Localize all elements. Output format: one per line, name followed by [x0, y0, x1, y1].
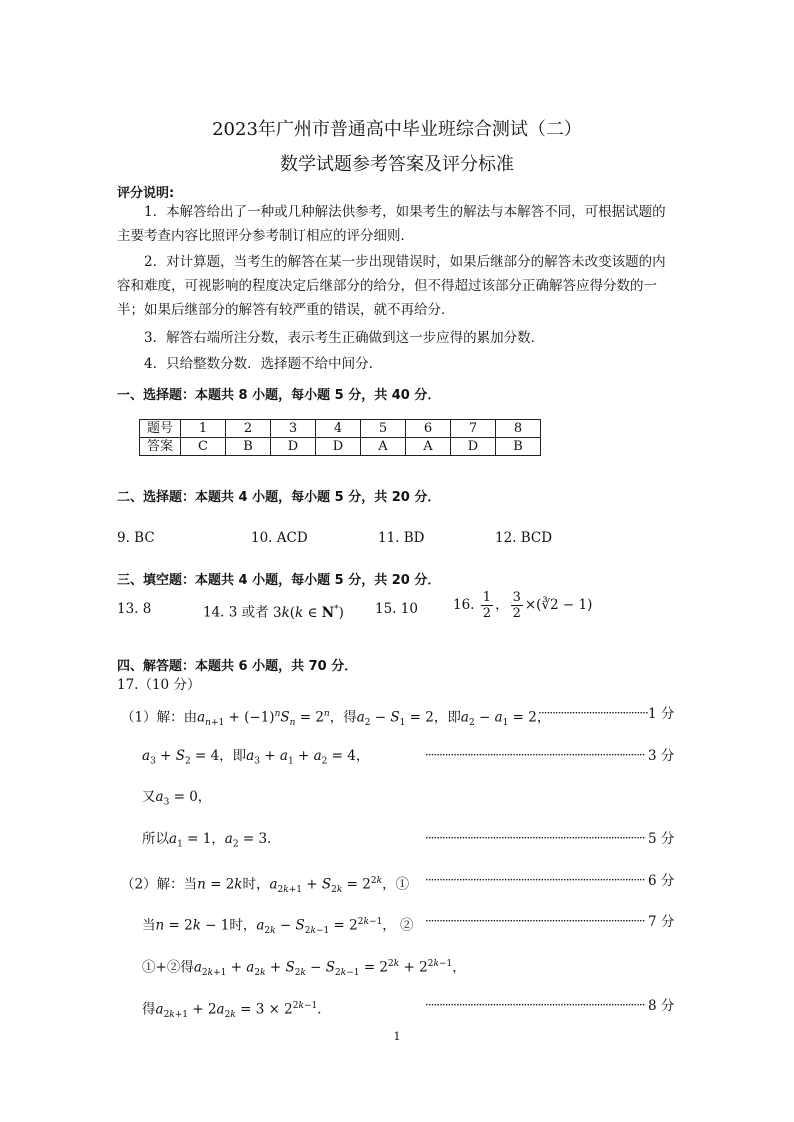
answer-cell: B — [226, 438, 271, 456]
question-number: 1 — [181, 420, 226, 438]
table-row — [140, 420, 541, 438]
answer-cell: B — [496, 438, 541, 456]
answer-cell: C — [181, 438, 226, 456]
answer-14-label: 14. — [203, 604, 225, 621]
step-line-5: （2）解：当n = 2k时，$a_{2k+1} + S_{2k} = 2^{2k}$，① — [121, 876, 410, 896]
page-title: 2023年广州市普通高中毕业班综合测试（二） — [212, 119, 582, 140]
step-line-7: ①+②得$a_{2k+1} + a_{2k} + S_{2k} - S_{2k-1} = 2^{2k} + 2^{2k-1}$， — [142, 959, 466, 979]
fraction-one-half: $\frac{1}{2}$ — [482, 590, 492, 621]
step-line-6: 当n = 2k − 1时，$a_{2k} - S_{2k-1} = 2^{2k-1}$， ② — [142, 917, 414, 937]
section1-heading: 一、选择题：本题共 8 小题，每小题 5 分，共 40 分． — [117, 388, 441, 403]
dot-leader: ·············································································· — [425, 748, 645, 762]
page-subtitle: 数学试题参考答案及评分标准 — [280, 154, 514, 175]
dot-leader: ·············································································· — [425, 914, 645, 928]
question-number: 7 — [451, 420, 496, 438]
dot-leader: ······································· — [538, 706, 648, 720]
answer-12: 12. BCD — [495, 530, 553, 546]
note-4: 4．只给整数分数．选择题不给中间分． — [144, 356, 383, 372]
question-number: 4 — [316, 420, 361, 438]
score-5: 7 分 — [648, 914, 675, 930]
section4-heading: 四、解答题：本题共 6 小题，共 70 分． — [117, 659, 358, 674]
answer-9: 9. BC — [117, 530, 155, 546]
question-number: 6 — [406, 420, 451, 438]
answer-14-or: 3 或者 — [228, 604, 269, 621]
fraction-three-halves: $\frac{3}{2}$ — [512, 590, 521, 621]
step-line-2: $a_3 + S_2 = 4$，即$a_3 + a_1 + a_2 = 4$， — [142, 748, 370, 767]
notes-heading: 评分说明: — [117, 186, 175, 201]
section3-heading: 三、填空题：本题共 4 小题，每小题 5 分，共 20 分． — [117, 573, 441, 588]
question-number: 3 — [271, 420, 316, 438]
score-2: 3 分 — [648, 748, 675, 764]
score-3: 5 分 — [648, 831, 675, 847]
answer-13: 13. 8 — [117, 601, 152, 617]
answer-16: 16. $\frac{1}{2}$ ， $\frac{3}{2}$ ×(∛2 − 1) — [453, 590, 593, 621]
question-number: 2 — [226, 420, 271, 438]
answer-16-label: 16. — [453, 597, 475, 613]
answer-15: 15. 10 — [375, 601, 418, 617]
dot-leader: ·············································································· — [425, 831, 645, 845]
step-line-8: 得$a_{2k+1} + 2a_{2k} = 3 \times 2^{2k-1}$． — [142, 1001, 331, 1021]
q17-label: 17.（10 分） — [117, 677, 201, 693]
step-line-4: 所以$a_1 = 1$，$a_2 = 3$． — [142, 831, 281, 850]
row-label: 答案 — [140, 438, 181, 456]
note-1: 1．本解答给出了一种或几种解法供参考，如果考生的解法与本解答不同，可根据试题的主要考查内容比照评分参考制订相应的评分细则． — [117, 204, 666, 244]
score-1: 1 分 — [648, 706, 675, 722]
score-6: 8 分 — [648, 998, 675, 1014]
score-4: 6 分 — [648, 873, 675, 889]
answer-cell: D — [316, 438, 361, 456]
answer-14-formula: 3k(k ∈ N*) — [272, 604, 344, 621]
row-label: 题号 — [140, 420, 181, 438]
answer-table — [139, 419, 541, 456]
answer-cell: D — [271, 438, 316, 456]
answer-cell: D — [451, 438, 496, 456]
page-number: 1 — [393, 1030, 401, 1043]
answer-10: 10. ACD — [251, 530, 308, 546]
answer-cell: A — [361, 438, 406, 456]
table-row — [140, 438, 541, 456]
question-number: 5 — [361, 420, 406, 438]
answer-14 — [203, 597, 344, 625]
dot-leader: ·············································································· — [425, 873, 645, 887]
question-number: 8 — [496, 420, 541, 438]
section2-heading: 二、选择题：本题共 4 小题，每小题 5 分，共 20 分． — [117, 490, 441, 505]
note-2: 2．对计算题，当考生的解答在某一步出现错误时，如果后继部分的解答未改变该题的内容和难度，可视影响的程度决定后继部分的给分，但不得超过该部分正确解答应得分数的一半；如果后继部分的解答有较严重的错误，就不再给分． — [117, 254, 666, 318]
step-line-1: （1）解：由$a_{n+1} + (-1)^nS_n = 2^n$，得$a_2 - S_1 = 2$，即$a_2 - a_1 = 2$， — [121, 709, 551, 729]
dot-leader: ·············································································· — [425, 998, 645, 1012]
step-line-3: 又$a_3 = 0$， — [142, 789, 212, 808]
answer-cell: A — [406, 438, 451, 456]
note-3: 3．解答右端所注分数，表示考生正确做到这一步应得的累加分数． — [144, 330, 545, 346]
answer-11: 11. BD — [378, 530, 425, 546]
